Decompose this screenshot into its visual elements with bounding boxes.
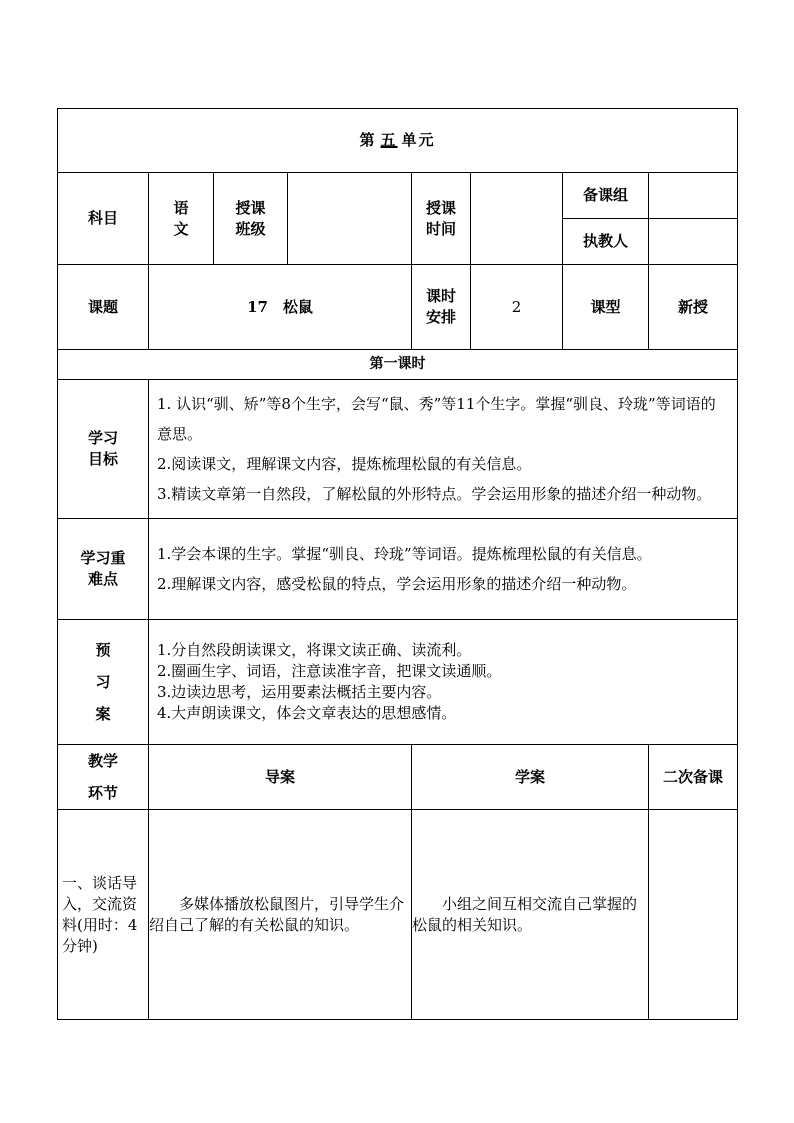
class-label-line-2: 班级	[235, 219, 266, 238]
type-label: 课型	[563, 265, 649, 350]
key-point-item: 1.学会本课的生字。掌握“驯良、玲珑”等词语。提炼梳理松鼠的有关信息。	[157, 545, 652, 563]
objectives-content	[149, 380, 738, 519]
objectives-label-line-1: 学习	[87, 429, 118, 447]
hours-label-line-1: 课时	[425, 287, 456, 305]
topic-label: 课题	[58, 265, 149, 350]
key-points-row	[58, 519, 738, 620]
table-row	[58, 810, 738, 1020]
title-unit-number: 五	[380, 131, 398, 149]
key-points-label-line-2: 难点	[87, 570, 118, 588]
preview-label-line-3: 案	[95, 705, 111, 723]
period-heading: 第一课时	[58, 350, 738, 380]
group-label: 备课组	[563, 173, 649, 219]
objective-item: 1. 认识“驯、矫”等8个生字，会写“鼠、秀”等11个生字。掌握“驯良、玲珑”等词语的意思。	[157, 395, 716, 443]
objective-item: 2.阅读课文，理解课文内容，提炼梳理松鼠的有关信息。	[157, 455, 532, 473]
info-row-1	[58, 173, 738, 219]
lesson-plan-table	[57, 108, 738, 1020]
stage-cell: 一、谈话导入，交流资料(用时：4分钟)	[58, 810, 149, 1020]
preview-item: 2.圈画生字、词语，注意读准字音，把课文读通顺。	[157, 662, 502, 680]
second-prep-header: 二次备课	[649, 745, 738, 810]
hours-label	[412, 265, 471, 350]
guide-cell: 多媒体播放松鼠图片，引导学生介绍自己了解的有关松鼠的知识。	[149, 810, 412, 1020]
preview-label-line-1: 预	[95, 641, 111, 659]
preview-row	[58, 620, 738, 745]
lesson-row	[58, 265, 738, 350]
subject-value-line-1: 语	[173, 198, 189, 217]
preview-label	[58, 620, 149, 745]
teacher-label: 执教人	[563, 219, 649, 265]
type-value: 新授	[649, 265, 738, 350]
second-prep-cell	[649, 810, 738, 1020]
lesson-plan-page	[57, 108, 737, 1018]
stage-header-line-2: 环节	[87, 784, 118, 802]
objectives-row	[58, 380, 738, 519]
time-value	[471, 173, 563, 265]
class-label	[214, 173, 288, 265]
preview-item: 3.边读边思考，运用要素法概括主要内容。	[157, 683, 442, 701]
title-suffix: 单元	[401, 131, 436, 149]
guide-header: 导案	[149, 745, 412, 810]
time-label-line-2: 时间	[425, 219, 456, 238]
subject-value	[149, 173, 214, 265]
column-header-row	[58, 745, 738, 810]
hours-label-line-2: 安排	[425, 308, 456, 326]
teacher-value	[649, 219, 738, 265]
study-cell: 小组之间互相交流自己掌握的松鼠的相关知识。	[412, 810, 649, 1020]
preview-content	[149, 620, 738, 745]
title-row	[58, 109, 738, 173]
stage-header-line-1: 教学	[87, 752, 118, 770]
period-row	[58, 350, 738, 380]
class-label-line-1: 授课	[235, 198, 266, 217]
hours-value: 2	[471, 265, 563, 350]
title-prefix: 第	[359, 131, 377, 149]
objectives-label-line-2: 目标	[87, 450, 118, 468]
preview-item: 4.大声朗读课文，体会文章表达的思想感情。	[157, 704, 457, 722]
key-points-label-line-1: 学习重	[80, 549, 126, 567]
study-header: 学案	[412, 745, 649, 810]
objective-item: 3.精读文章第一自然段，了解松鼠的外形特点。学会运用形象的描述介绍一种动物。	[157, 485, 712, 503]
key-point-item: 2.理解课文内容，感受松鼠的特点，学会运用形象的描述介绍一种动物。	[157, 575, 637, 593]
group-value	[649, 173, 738, 219]
subject-value-line-2: 文	[173, 219, 189, 238]
stage-header	[58, 745, 149, 810]
unit-title	[58, 109, 738, 173]
topic-value: 17 松鼠	[149, 265, 412, 350]
key-points-content	[149, 519, 738, 620]
preview-item: 1.分自然段朗读课文，将课文读正确、读流利。	[157, 641, 472, 659]
key-points-label	[58, 519, 149, 620]
time-label-line-1: 授课	[425, 198, 456, 217]
time-label	[412, 173, 471, 265]
preview-label-line-2: 习	[95, 673, 111, 691]
class-value	[288, 173, 412, 265]
objectives-label	[58, 380, 149, 519]
subject-label: 科目	[58, 173, 149, 265]
